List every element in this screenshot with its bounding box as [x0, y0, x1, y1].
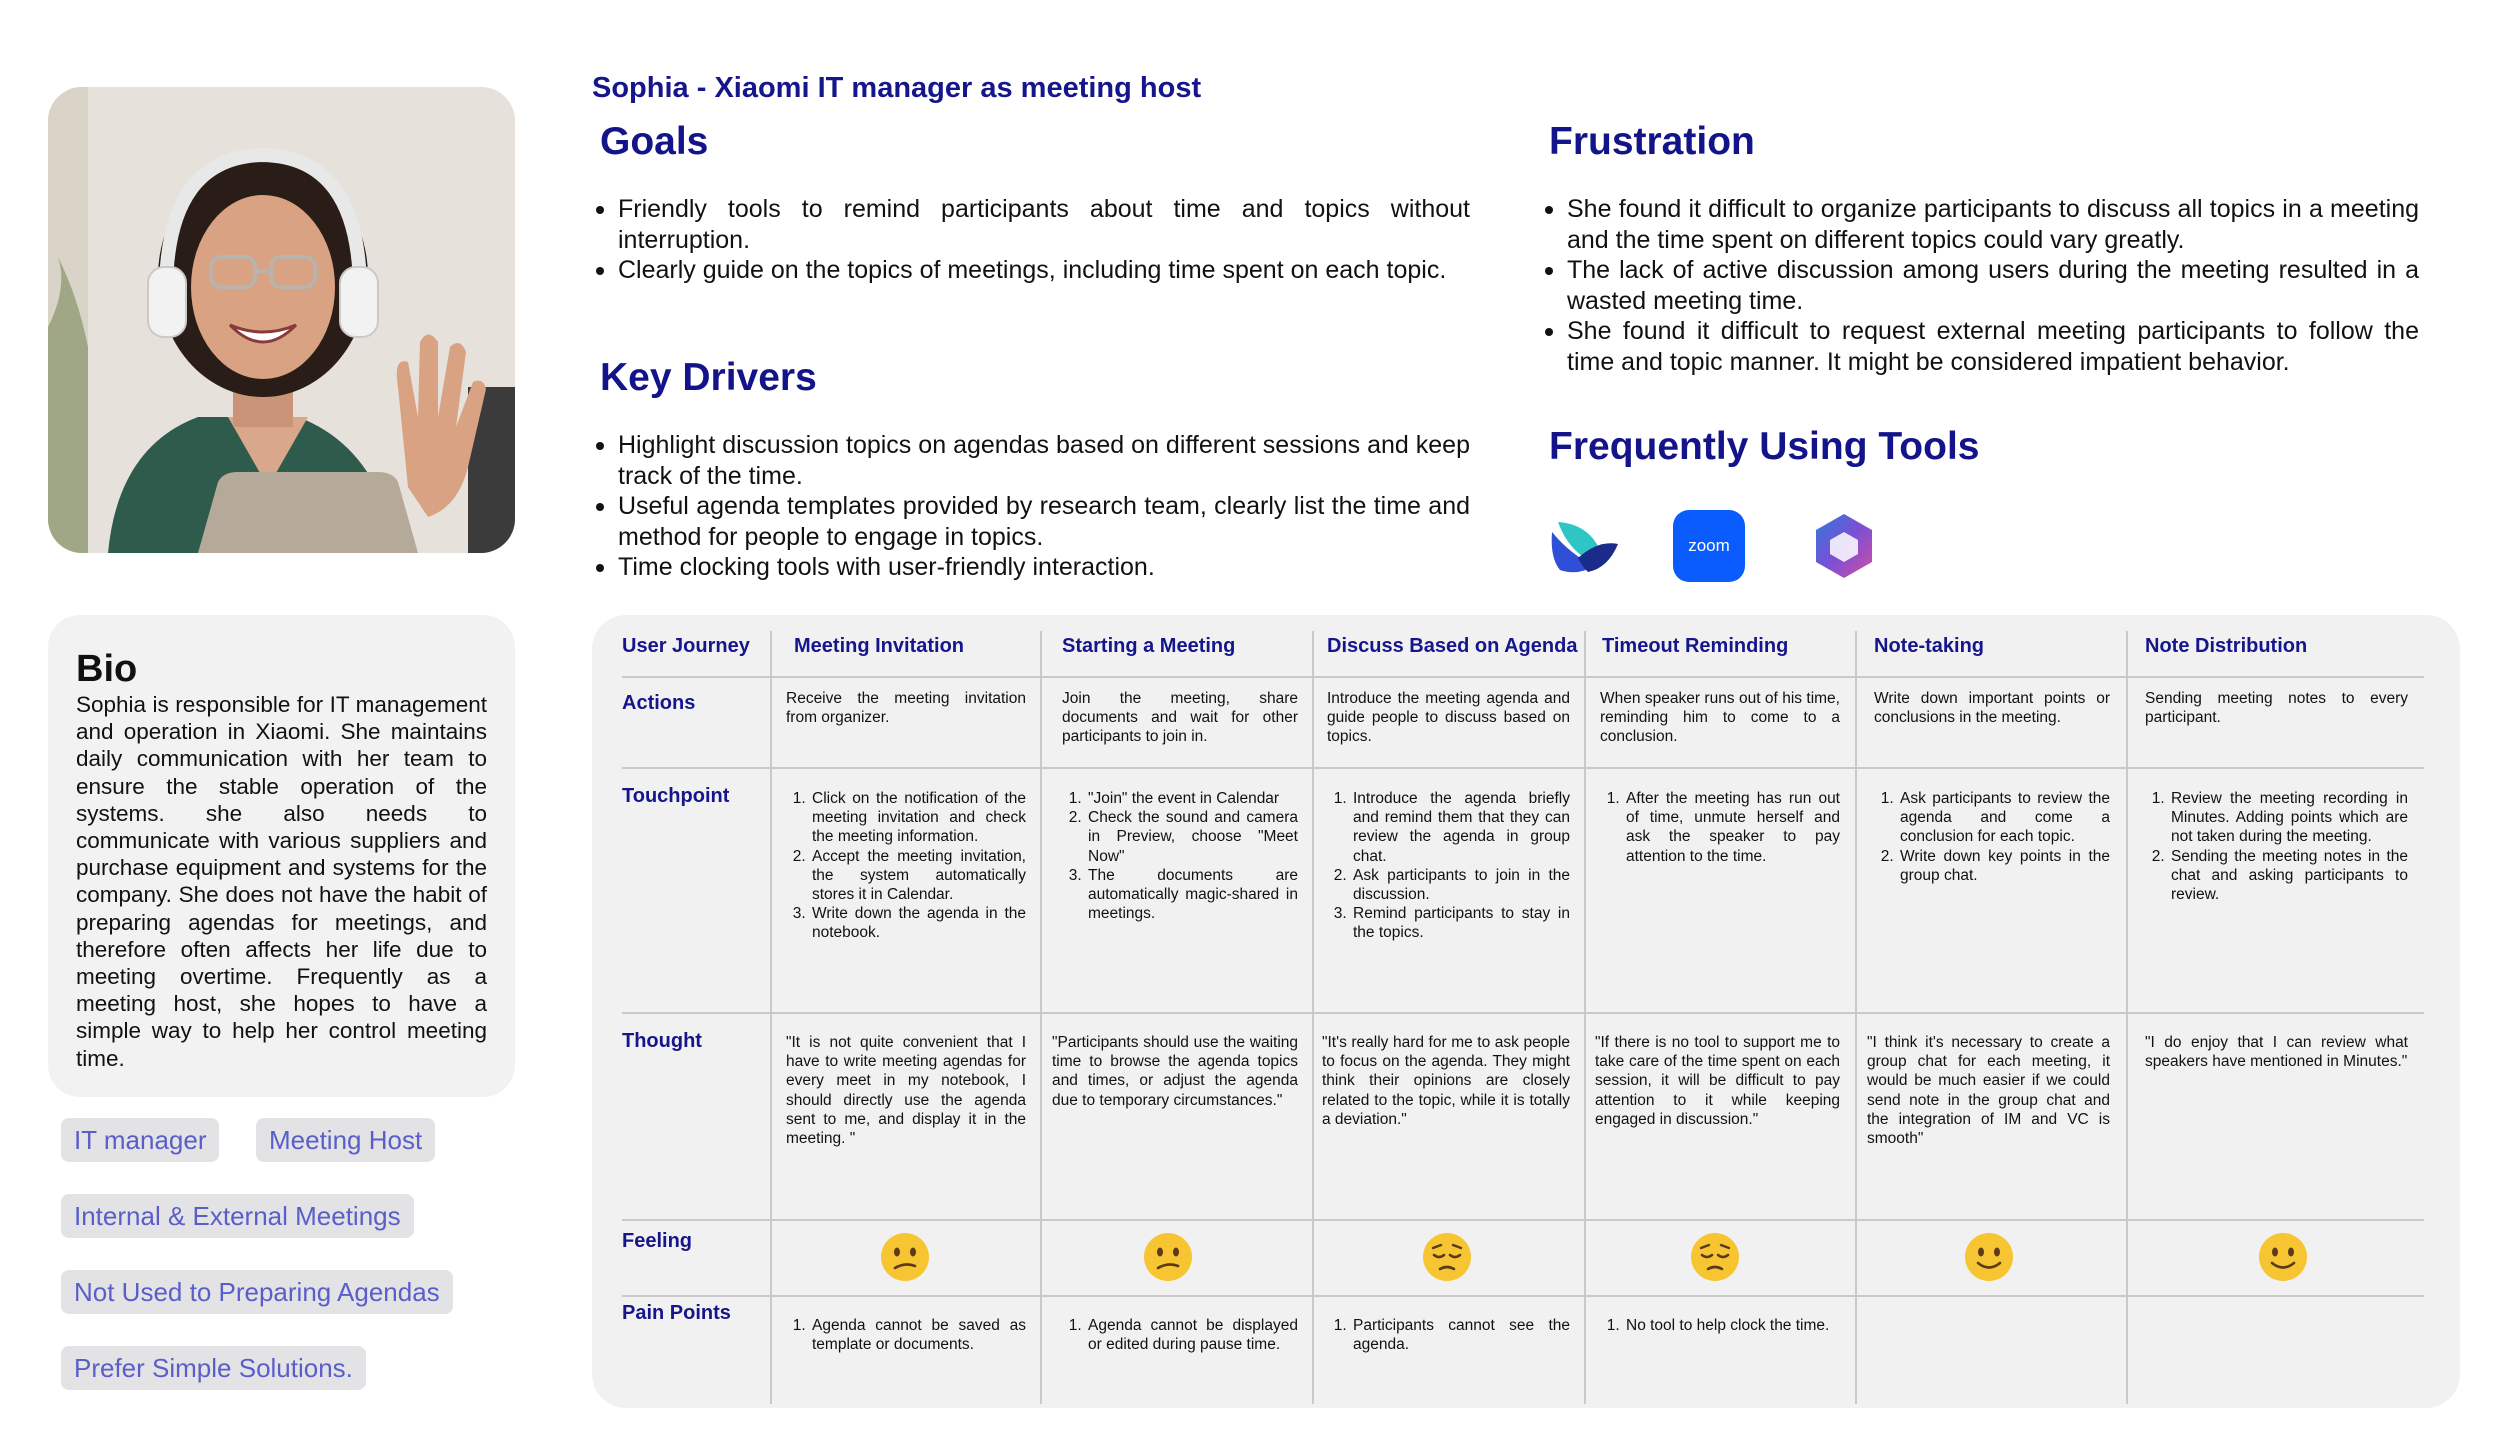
- pain-point-item: 1. Agenda cannot be saved as template or documents.: [810, 1316, 1026, 1354]
- thought-cell: "I do enjoy that I can review what speakers have mentioned in Minutes.": [2145, 1034, 2408, 1071]
- pain-point-item: 1. Agenda cannot be displayed or edited during pause time.: [1086, 1316, 1298, 1354]
- journey-corner-label: User Journey: [622, 635, 750, 657]
- key-drivers-list: [594, 430, 1470, 583]
- touchpoint-item: 2. Write down key points in the group chat.: [1898, 847, 2110, 885]
- thought-cell: "I think it's necessary to create a group chat for each meeting, it would be much easier if we could send note in the group chat and the integration of IM and VC is smooth": [1867, 1034, 2110, 1148]
- touchpoint-item: 1. Click on the notification of the meeting invitation and check the meeting information.: [810, 789, 1026, 847]
- touchpoint-list: [1327, 789, 1570, 943]
- persona-photo: [48, 87, 515, 553]
- goals-heading: Goals: [600, 120, 709, 163]
- goal-item: Clearly guide on the topics of meetings, including time spent on each topic.: [594, 255, 1470, 286]
- pain-points-list: [1062, 1316, 1298, 1354]
- touchpoint-item: 2. Sending the meeting notes in the chat and asking participants to review.: [2169, 847, 2408, 905]
- column-divider: [1040, 631, 1042, 1404]
- frustration-item: The lack of active discussion among users during the meeting resulted in a wasted meeting time.: [1543, 255, 2419, 316]
- pensive-face-icon: [1690, 1232, 1740, 1282]
- touchpoint-list: [786, 789, 1026, 943]
- row-label-thought: Thought: [622, 1030, 702, 1052]
- frustration-heading: Frustration: [1549, 120, 1755, 163]
- bio-text: Sophia is responsible for IT management and operation in Xiaomi. She maintains daily communication with her team to ensure the stable operation of the systems. she also needs to communicate with various suppliers and purchase equipment and systems for the company. She does not have the habit of preparing agendas for meetings, and therefore often affects her life due to meeting overtime. Frequently as a meeting host, she hopes to have a simple way to help her control meeting time.: [76, 692, 487, 1071]
- touchpoint-list: [2145, 789, 2408, 904]
- row-divider: [622, 767, 2424, 769]
- action-cell: Sending meeting notes to every participant.: [2145, 690, 2408, 727]
- tag-it-manager[interactable]: IT manager: [61, 1118, 219, 1162]
- row-divider: [622, 1295, 2424, 1297]
- touchpoint-item: 3. Remind participants to stay in the topics.: [1351, 904, 1570, 942]
- user-journey-card: [592, 615, 2460, 1408]
- touchpoint-list: [1874, 789, 2110, 885]
- stage-note-distribution: Note Distribution: [2145, 635, 2308, 657]
- action-cell: Introduce the meeting agenda and guide people to discuss based on topics.: [1327, 690, 1570, 746]
- touchpoint-item: 2. Accept the meeting invitation, the system automatically stores it in Calendar.: [810, 847, 1026, 905]
- pain-points-list: [1327, 1316, 1570, 1354]
- action-cell: When speaker runs out of his time, reminding him to come to a conclusion.: [1600, 690, 1840, 746]
- key-driver-item: Time clocking tools with user-friendly interaction.: [594, 552, 1470, 583]
- stage-meeting-invitation: Meeting Invitation: [794, 635, 964, 657]
- touchpoint-list: [1062, 789, 1298, 923]
- touchpoint-item: 1. After the meeting has run out of time, unmute herself and ask the speaker to pay attention to the time.: [1624, 789, 1840, 866]
- bio-card: [48, 615, 515, 1097]
- thought-cell: "It's really hard for me to ask people to focus on the agenda. They might think their opinions are closely related to the topic, while it is totally a deviation.": [1322, 1034, 1570, 1128]
- touchpoint-item: 2. Ask participants to join in the discussion.: [1351, 866, 1570, 904]
- persona-title: Sophia - Xiaomi IT manager as meeting host: [592, 72, 1202, 104]
- frustration-item: She found it difficult to organize participants to discuss all topics in a meeting and the time spent on different topics could vary greatly.: [1543, 194, 2419, 255]
- confused-face-icon: [880, 1232, 930, 1282]
- key-driver-item: Useful agenda templates provided by research team, clearly list the time and method for people to engage in topics.: [594, 491, 1470, 552]
- microsoft-365-icon[interactable]: [1808, 510, 1880, 582]
- column-divider: [1312, 631, 1314, 1404]
- pain-point-item: 1. No tool to help clock the time.: [1624, 1316, 1840, 1335]
- touchpoint-item: 1. Ask participants to review the agenda and come a conclusion for each topic.: [1898, 789, 2110, 847]
- tools-heading: Frequently Using Tools: [1549, 425, 1980, 468]
- goals-list: [594, 194, 1470, 286]
- row-label-touchpoint: Touchpoint: [622, 785, 730, 807]
- thought-cell: "If there is no tool to support me to take care of the time spent on each session, it will be difficult to pay attention to it while keeping engaged in discussion.": [1595, 1034, 1840, 1128]
- bio-heading: Bio: [76, 648, 138, 690]
- zoom-icon-label: zoom: [1688, 536, 1730, 555]
- touchpoint-item: 1. Introduce the agenda briefly and remind them that they can review the agenda in group chat.: [1351, 789, 1570, 866]
- touchpoint-item: 1. Review the meeting recording in Minutes. Adding points which are not taken during the meeting.: [2169, 789, 2408, 847]
- slightly-smiling-face-icon: [2258, 1232, 2308, 1282]
- lark-icon[interactable]: [1548, 510, 1620, 582]
- column-divider: [2126, 631, 2128, 1404]
- row-label-actions: Actions: [622, 692, 696, 714]
- row-divider: [622, 1012, 2424, 1014]
- tag-prefer-simple-solutions[interactable]: Prefer Simple Solutions.: [61, 1346, 366, 1390]
- action-cell: Receive the meeting invitation from organizer.: [786, 690, 1026, 727]
- thought-cell: "Participants should use the waiting time to browse the agenda topics and times, or adjust the agenda due to temporary circumstances.": [1052, 1034, 1298, 1109]
- zoom-icon[interactable]: [1673, 510, 1745, 582]
- stage-discuss-based-on-agenda: Discuss Based on Agenda: [1327, 635, 1578, 657]
- row-label-pain-points: Pain Points: [622, 1302, 731, 1324]
- key-drivers-heading: Key Drivers: [600, 356, 817, 399]
- tag-meeting-host[interactable]: Meeting Host: [256, 1118, 435, 1162]
- pensive-face-icon: [1422, 1232, 1472, 1282]
- column-divider: [770, 631, 772, 1404]
- action-cell: Join the meeting, share documents and wait for other participants to join in.: [1062, 690, 1298, 746]
- stage-starting-a-meeting: Starting a Meeting: [1062, 635, 1236, 657]
- pain-point-item: 1. Participants cannot see the agenda.: [1351, 1316, 1570, 1354]
- goal-item: Friendly tools to remind participants about time and topics without interruption.: [594, 194, 1470, 255]
- confused-face-icon: [1143, 1232, 1193, 1282]
- key-driver-item: Highlight discussion topics on agendas based on different sessions and keep track of the time.: [594, 430, 1470, 491]
- pain-points-list: [786, 1316, 1026, 1354]
- row-divider: [622, 676, 2424, 678]
- row-divider: [622, 1219, 2424, 1221]
- stage-note-taking: Note-taking: [1874, 635, 1984, 657]
- touchpoint-item: 1. "Join" the event in Calendar: [1086, 789, 1298, 808]
- column-divider: [1855, 631, 1857, 1404]
- row-label-feeling: Feeling: [622, 1230, 693, 1252]
- tag-internal-external-meetings[interactable]: Internal & External Meetings: [61, 1194, 414, 1238]
- stage-timeout-reminding: Timeout Reminding: [1602, 635, 1789, 657]
- tag-not-used-to-preparing-agendas[interactable]: Not Used to Preparing Agendas: [61, 1270, 453, 1314]
- touchpoint-item: 3. The documents are automatically magic-shared in meetings.: [1086, 866, 1298, 924]
- action-cell: Write down important points or conclusions in the meeting.: [1874, 690, 2110, 727]
- touchpoint-item: 2. Check the sound and camera in Preview, choose "Meet Now": [1086, 808, 1298, 866]
- thought-cell: "It is not quite convenient that I have to write meeting agendas for every meet in my notebook, I should directly use the agenda sent to me, and display it in the meeting. ": [786, 1034, 1026, 1148]
- touchpoint-item: 3. Write down the agenda in the notebook.: [810, 904, 1026, 942]
- pain-points-list: [1600, 1316, 1840, 1335]
- slightly-smiling-face-icon: [1964, 1232, 2014, 1282]
- touchpoint-list: [1600, 789, 1840, 866]
- column-divider: [1584, 631, 1586, 1404]
- persona-photo-illustration: [48, 87, 515, 553]
- frustration-item: She found it difficult to request external meeting participants to follow the time and topic manner. It might be considered impatient behavior.: [1543, 316, 2419, 377]
- frustration-list: [1543, 194, 2419, 378]
